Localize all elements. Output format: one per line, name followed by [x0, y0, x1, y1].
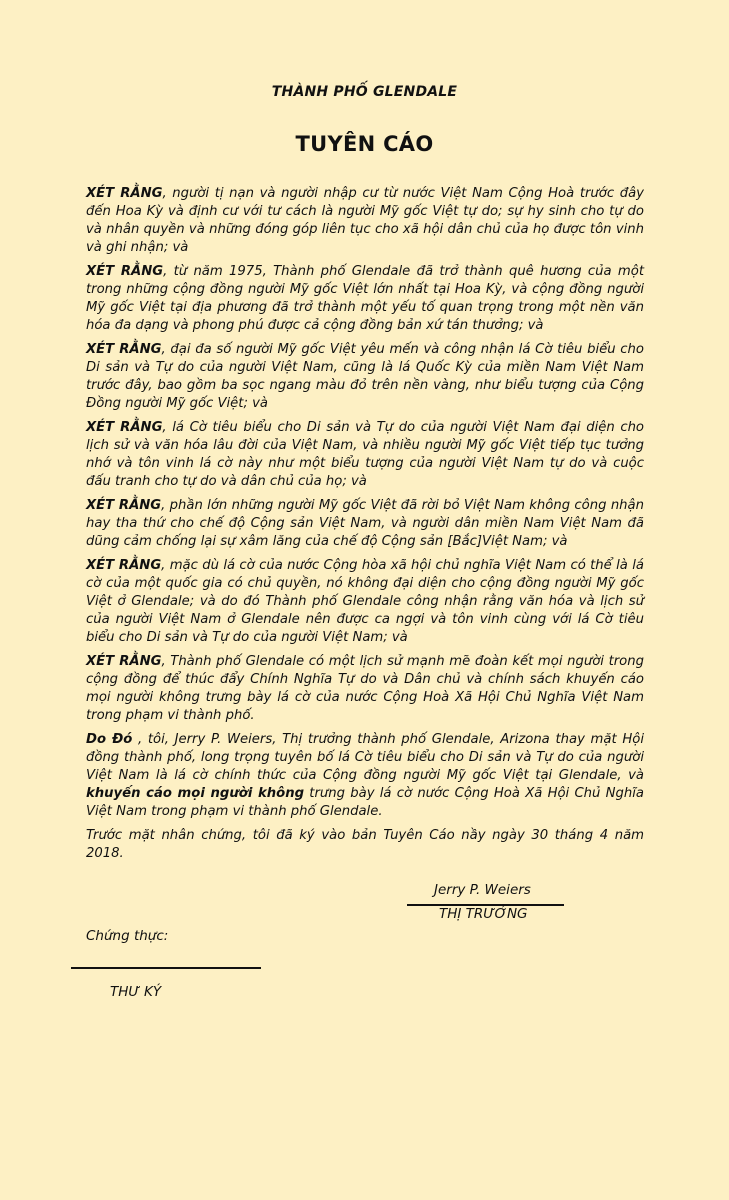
whereas-text: , Thành phố Glendale có một lịch sử mạnh mẽ đoàn kết mọi người trong cộng đồng để thúc đẩy Chính Nghĩa Tự do và Dân chủ và chính sách khuyến cáo mọi người không trưng bày lá cờ của nước Cộng Hoà Xã Hội Chủ Nghĩa Việt Nam trong phạm vi thành phố.: [86, 654, 644, 723]
whereas-lead: XÉT RẰNG: [86, 264, 164, 279]
whereas-lead: XÉT RẰNG: [86, 558, 162, 573]
resolution-lead: Do Đó: [86, 732, 133, 747]
whereas-paragraph: [86, 419, 644, 491]
whereas-lead: XÉT RẰNG: [86, 420, 163, 435]
whereas-text: , từ năm 1975, Thành phố Glendale đã trở thành quê hương của một trong những cộng đồng người Mỹ gốc Việt lớn nhất tại Hoa Kỳ, và cộng đồng người Mỹ gốc Việt tại địa phương đã trở thành một yếu tố quan trọng trong một nền văn hóa đa dạng và phong phú được cả cộng đồng bản xứ tán thưởng; và: [86, 264, 644, 333]
whereas-lead: XÉT RẰNG: [86, 498, 162, 513]
signer-name: Jerry P. Weiers: [434, 882, 531, 898]
resolution-emphasis: khuyến cáo mọi người không: [86, 786, 305, 801]
proclamation-body: [86, 185, 644, 869]
resolution-paragraph: [86, 731, 644, 821]
whereas-lead: XÉT RẰNG: [86, 654, 162, 669]
whereas-text: , phần lớn những người Mỹ gốc Việt đã rời bỏ Việt Nam không công nhận hay tha thứ cho chế độ Cộng sản Việt Nam, và người dân miền Nam Việt Nam đã dũng cảm chống lại sự xâm lăng của chế độ Cộng sản [Bắc]Việt Nam; và: [86, 498, 644, 549]
clerk-role: THƯ KÝ: [110, 984, 162, 1000]
whereas-paragraph: [86, 263, 644, 335]
whereas-lead: XÉT RẰNG: [86, 186, 163, 201]
whereas-text: , đại đa số người Mỹ gốc Việt yêu mến và công nhận lá Cờ tiêu biểu cho Di sản và Tự do của người Việt Nam, cũng là lá Quốc Kỳ của miền Nam Việt Nam trước đây, bao gồm ba sọc ngang màu đỏ trên nền vàng, như biểu tượng của Cộng Đồng người Mỹ gốc Việt; và: [86, 342, 644, 411]
document-title: TUYÊN CÁO: [295, 132, 434, 156]
attestation-label: Chứng thực:: [86, 928, 169, 944]
whereas-paragraph: [86, 185, 644, 257]
whereas-lead: XÉT RẰNG: [86, 342, 162, 357]
attestation-signature-line: [71, 967, 261, 969]
whereas-paragraph: [86, 653, 644, 725]
whereas-text: , lá Cờ tiêu biểu cho Di sản và Tự do của người Việt Nam đại diện cho lịch sử và văn hóa lâu đời của Việt Nam, và nhiều người Mỹ gốc Việt tiếp tục tưởng nhớ và tôn vinh lá cờ này như một biểu tượng của người Việt Nam tự do và cuộc đấu tranh cho tự do và dân chủ của họ; và: [86, 420, 644, 489]
whereas-text: , mặc dù lá cờ của nước Cộng hòa xã hội chủ nghĩa Việt Nam có thể là lá cờ của một quốc gia có chủ quyền, nó không đại diện cho cộng đồng người Mỹ gốc Việt ở Glendale; và do đó Thành phố Glendale công nhận rằng văn hóa và lịch sử của người Việt Nam ở Glendale nên được ca ngợi và tôn vinh cùng với lá Cờ tiêu biểu cho Di sản và Tự do của người Việt Nam; và: [86, 558, 644, 645]
witness-paragraph: Trước mặt nhân chứng, tôi đã ký vào bản Tuyên Cáo nầy ngày 30 tháng 4 năm 2018.: [86, 828, 644, 861]
city-name: THÀNH PHỐ GLENDALE: [271, 84, 458, 100]
signer-role: THỊ TRƯỞNG: [439, 906, 528, 922]
whereas-text: , người tị nạn và người nhập cư từ nước Việt Nam Cộng Hoà trước đây đến Hoa Kỳ và định cư với tư cách là người Mỹ gốc Việt tự do; sự hy sinh cho tự do và nhân quyền và những đóng góp liên tục cho xã hội dân chủ của họ được tôn vinh và ghi nhận; và: [86, 186, 644, 255]
whereas-paragraph: [86, 557, 644, 647]
whereas-paragraph: [86, 497, 644, 551]
resolution-text: , tôi, Jerry P. Weiers, Thị trưởng thành phố Glendale, Arizona thay mặt Hội đồng thành phố, long trọng tuyên bố lá Cờ tiêu biểu cho Di sản và Tự do của người Việt Nam là lá cờ chính thức của Cộng đồng người Mỹ gốc Việt tại Glendale, và: [86, 732, 644, 783]
whereas-paragraph: [86, 341, 644, 413]
resolution-text-end: trưng bày lá cờ nước Cộng Hoà Xã Hội Chủ Nghĩa Việt Nam trong phạm vi thành phố Glendale.: [86, 786, 644, 819]
